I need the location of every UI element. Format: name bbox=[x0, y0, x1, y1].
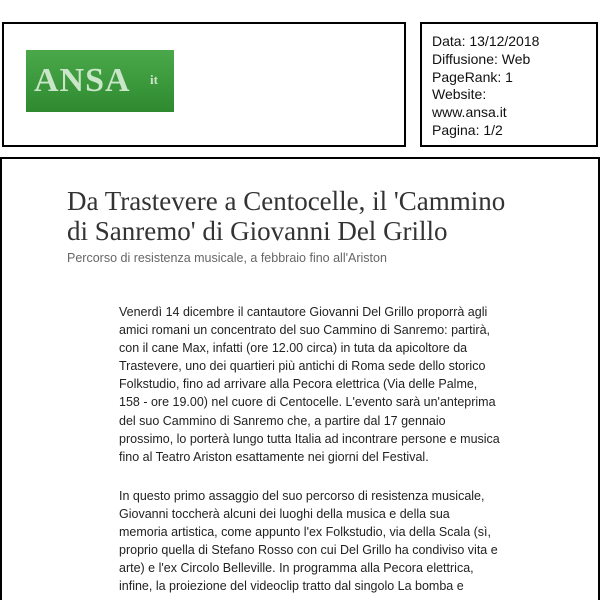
meta-date: Data: 13/12/2018 bbox=[432, 33, 540, 49]
paragraph-line: prossimo, lo porterà lungo tutta Italia ad incontrare persone e musica bbox=[119, 431, 500, 446]
paragraph-line: del suo Cammino di Sanremo che, a partire dal 17 gennaio bbox=[119, 413, 446, 428]
paragraph-line: arte) e l'ex Circolo Belleville. In programma alla Pecora elettrica, bbox=[119, 561, 474, 576]
paragraph-line: Giovanni toccherà alcuni dei luoghi della musica e della sua bbox=[119, 507, 450, 522]
paragraph-line: Trastevere, uno dei quartieri più antichi di Roma sede dello storico bbox=[119, 359, 486, 374]
logo-main-text: ANSA bbox=[34, 62, 131, 99]
article-subtitle: Percorso di resistenza musicale, a febbraio fino all'Ariston bbox=[67, 251, 387, 265]
article-title bbox=[67, 186, 587, 246]
paragraph-line: fino al Teatro Ariston esattamente nei giorni del Festival. bbox=[119, 449, 429, 464]
article-title-line: di Sanremo' di Giovanni Del Grillo bbox=[67, 216, 448, 246]
paragraph-line: amici romani un concentrato del suo Cammino di Sanremo: partirà, bbox=[119, 323, 491, 338]
paragraph-line: infine, la proiezione del videoclip tratto dal singolo La bomba e bbox=[119, 579, 464, 594]
paragraph-line: Venerdì 14 dicembre il cantautore Giovanni Del Grillo proporrà agli bbox=[119, 305, 488, 319]
article-paragraph-1 bbox=[119, 303, 539, 466]
logo-frame bbox=[2, 22, 406, 147]
article-paragraph-2 bbox=[119, 487, 539, 596]
meta-diffusion: Diffusione: Web bbox=[432, 50, 531, 67]
article-title-line: Da Trastevere a Centocelle, il 'Cammino bbox=[67, 186, 506, 216]
paragraph-line: con il cane Max, infatti (ore 12.00 circa) in tuta da apicoltore da bbox=[119, 341, 468, 356]
paragraph-line: In questo primo assaggio del suo percorso di resistenza musicale, bbox=[119, 489, 485, 503]
metadata-box bbox=[420, 22, 598, 147]
paragraph-line: proprio quella di Stefano Rosso con cui Del Grillo ha condiviso vita e bbox=[119, 543, 498, 558]
paragraph-line: memoria artistica, come appunto l'ex Folkstudio, via della Scala (sì, bbox=[119, 525, 491, 540]
paragraph-line: 158 - ore 19.00) nel cuore di Centocelle. L'evento sarà un'anteprima bbox=[119, 395, 496, 410]
meta-page: Pagina: 1/2 bbox=[432, 121, 503, 138]
meta-website-label: Website: bbox=[432, 86, 487, 103]
paragraph-line: Folkstudio, fino ad arrivare alla Pecora elettrica (Via delle Palme, bbox=[119, 377, 478, 392]
meta-pagerank: PageRank: 1 bbox=[432, 68, 513, 85]
meta-website-url[interactable]: www.ansa.it bbox=[432, 104, 507, 121]
ansa-logo bbox=[26, 50, 174, 112]
logo-suffix-text: it bbox=[150, 72, 158, 87]
